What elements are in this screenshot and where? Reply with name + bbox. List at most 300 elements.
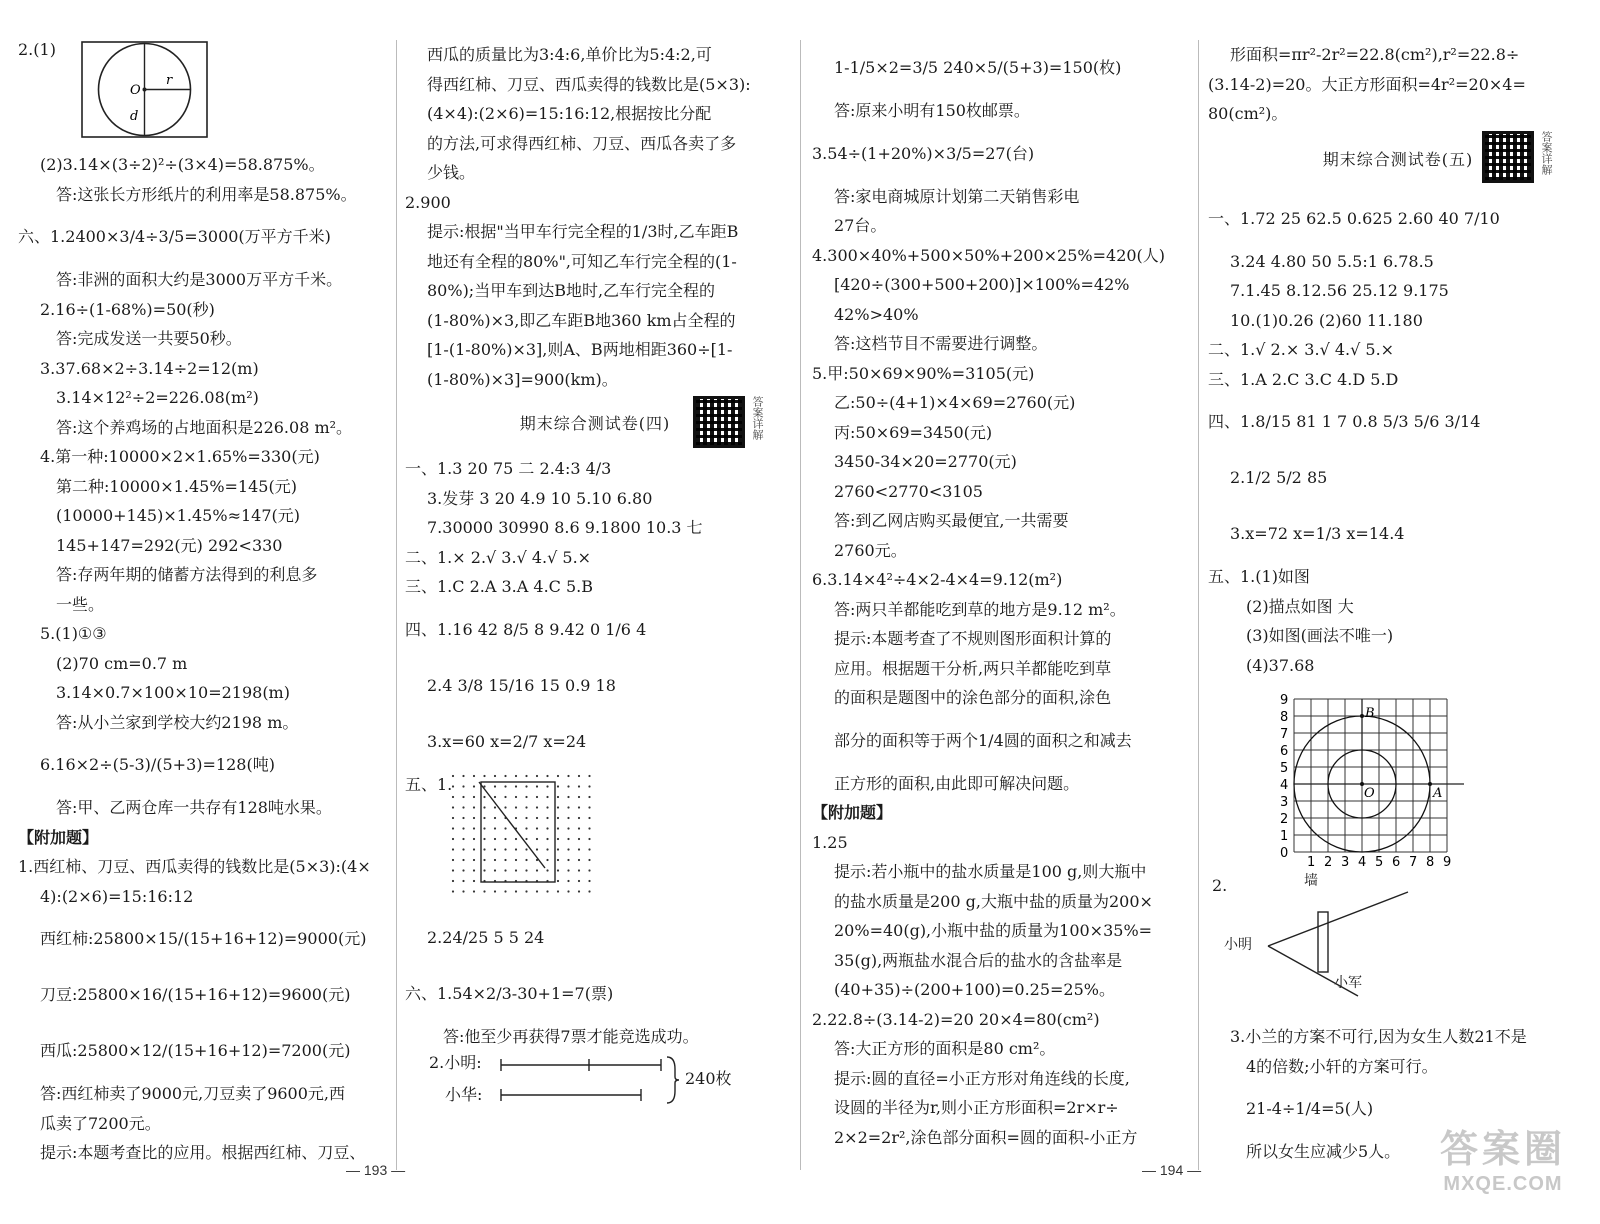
c3-line: 35(g),两瓶盐水混合后的盐水的含盐率是	[834, 950, 1123, 970]
grid-dot	[557, 795, 559, 797]
grid-dot	[515, 806, 517, 808]
c3-line: 答:这档节目不需要进行调整。	[834, 334, 1048, 353]
c4-line: 3.x=72 x=1/3 x=14.4	[1230, 524, 1405, 543]
grid-dot	[462, 869, 464, 871]
grid-dot	[557, 848, 559, 850]
grid-dot	[588, 816, 590, 818]
section-title: 期末综合测试卷(五)	[1322, 149, 1474, 169]
grid-dot	[483, 837, 485, 839]
grid-dot	[452, 816, 454, 818]
c3-line: 42%>40%	[834, 304, 919, 324]
grid-dot	[578, 785, 580, 787]
grid-dot	[536, 795, 538, 797]
grid-dot	[473, 890, 475, 892]
grid-dot	[567, 890, 569, 892]
y-tick-label: 8	[1280, 710, 1289, 725]
grid-dot	[567, 879, 569, 881]
y-tick-label: 1	[1280, 829, 1289, 844]
c2-line: [1-(1-80%)×3],则A、B两地相距360÷[1-	[427, 340, 733, 359]
c2-line: (1-80%)×3,即乙车距B地360 km占全程的	[427, 310, 736, 330]
watermark-line1: 答案圈	[1439, 1129, 1566, 1171]
grid-dot	[567, 785, 569, 787]
coordinate-grid-figure	[1268, 682, 1488, 872]
c1-line: 1.西红柿、刀豆、西瓜卖得的钱数比是(5×3):(4×	[18, 857, 371, 876]
grid-dot	[536, 869, 538, 871]
xiaohua-label: 小华:	[445, 1085, 483, 1104]
c3-line: (40+35)÷(200+100)=0.25=25%。	[834, 980, 1115, 999]
grid-dot	[557, 858, 559, 860]
c4-line: 五、1.(1)如图	[1208, 567, 1310, 586]
qr-code	[1482, 131, 1534, 183]
c1-line: 4):(2×6)=15:16:12	[40, 886, 194, 906]
grid-dot	[525, 806, 527, 808]
grid-dot	[525, 785, 527, 787]
y-tick-label: 3	[1280, 795, 1289, 810]
grid-dot	[588, 806, 590, 808]
grid-dot	[557, 879, 559, 881]
grid-dot	[473, 869, 475, 871]
grid-dot	[578, 858, 580, 860]
c3-line: 答:原来小明有150枚邮票。	[834, 101, 1030, 120]
xiaoming-label: 2.小明:	[429, 1053, 482, 1072]
grid-dot	[567, 827, 569, 829]
grid-dot	[557, 785, 559, 787]
grid-dot	[578, 816, 580, 818]
grid-dot	[462, 827, 464, 829]
grid-dot	[578, 890, 580, 892]
grid-dot	[494, 837, 496, 839]
y-tick-label: 5	[1280, 761, 1289, 776]
grid-dot	[546, 869, 548, 871]
grid-dot	[536, 774, 538, 776]
grid-dot	[462, 848, 464, 850]
c4-line: (2)描点如图 大	[1246, 596, 1354, 616]
c1-line: 6.16×2÷(5-3)/(5+3)=128(吨)	[40, 755, 275, 774]
total-label: 240枚	[685, 1069, 732, 1088]
grid-dot	[557, 890, 559, 892]
grid-dot	[452, 848, 454, 850]
c3-line: 4.300×40%+500×50%+200×25%=420(人)	[812, 245, 1166, 265]
grid-dot	[515, 837, 517, 839]
column-3	[812, 40, 1192, 1152]
c2-line: 2.24/25 5 5 24	[427, 927, 545, 947]
grid-dot	[546, 890, 548, 892]
circle-in-rectangle-figure	[80, 40, 230, 144]
c4-line: 三、1.A 2.C 3.C 4.D 5.D	[1208, 369, 1399, 389]
c2-line: 六、1.54×2/3-30+1=7(票)	[405, 983, 614, 1003]
y-tick-label: 7	[1280, 727, 1289, 742]
grid-dot	[504, 837, 506, 839]
c3-line: 1-1/5×2=3/5 240×5/(5+3)=150(枚)	[834, 58, 1122, 77]
c3-line: 6.3.14×4²÷4×2-4×4=9.12(m²)	[812, 570, 1063, 589]
c1-line: 145+147=292(元) 292<330	[56, 535, 283, 555]
grid-dot	[546, 816, 548, 818]
grid-dot	[473, 848, 475, 850]
grid-dot	[536, 827, 538, 829]
grid-dot	[483, 774, 485, 776]
c2-line: 3.x=60 x=2/7 x=24	[427, 731, 587, 751]
grid-dot	[578, 848, 580, 850]
grid-dot	[578, 827, 580, 829]
c1-line: 第二种:10000×1.45%=145(元)	[56, 476, 297, 496]
grid-dot	[588, 879, 590, 881]
c4-line: 一、1.72 25 62.5 0.625 2.60 40 7/10	[1208, 208, 1500, 228]
grid-dot	[483, 848, 485, 850]
grid-dot	[473, 858, 475, 860]
grid-dot	[473, 795, 475, 797]
grid-dot	[515, 890, 517, 892]
grid-dot	[546, 848, 548, 850]
point-b	[1360, 714, 1364, 718]
c3-line: 答:家电商城原计划第二天销售彩电	[834, 186, 1080, 206]
grid-dot	[504, 858, 506, 860]
grid-dot	[578, 837, 580, 839]
grid-dot	[452, 858, 454, 860]
c4-line: 所以女生应减少5人。	[1246, 1142, 1401, 1161]
c3-line: 设圆的半径为r,则小正方形面积=2r×r÷	[834, 1098, 1119, 1117]
c4-line: 7.1.45 8.12.56 25.12 9.175	[1230, 281, 1449, 300]
grid-dot	[462, 785, 464, 787]
c3-line: 提示:圆的直径=小正方形对角连线的长度,	[834, 1068, 1130, 1088]
grid-dot	[546, 806, 548, 808]
c1-line: (2)3.14×(3÷2)²÷(3×4)=58.875%。	[40, 155, 325, 174]
grid-dot	[504, 848, 506, 850]
grid-dot	[525, 795, 527, 797]
c3-line: 部分的面积等于两个1/4圆的面积之和减去	[834, 730, 1132, 750]
grid-dot	[462, 795, 464, 797]
c1-line: 瓜卖了7200元。	[40, 1113, 161, 1133]
grid-dot	[494, 890, 496, 892]
grid-dot	[483, 858, 485, 860]
qr-code	[693, 396, 745, 448]
y-tick-label: 4	[1280, 778, 1289, 793]
c2-line: 的方法,可求得西红柿、刀豆、西瓜各卖了多	[427, 133, 737, 153]
c2-line: 西瓜的质量比为3:4:6,单价比为5:4:2,可	[427, 45, 712, 64]
grid-dot	[525, 827, 527, 829]
grid-dot	[546, 827, 548, 829]
grid-dot	[588, 890, 590, 892]
grid-dot	[504, 785, 506, 787]
column-divider	[1198, 40, 1199, 1170]
c2-line: 四、1.16 42 8/5 8 9.42 0 1/6 4	[405, 619, 647, 639]
grid-dot	[504, 890, 506, 892]
label-a: A	[1433, 786, 1443, 801]
grid-dot	[525, 816, 527, 818]
watermark	[1440, 1118, 1566, 1196]
c3-line: 丙:50×69=3450(元)	[834, 422, 993, 442]
xiaojun-label: 小军	[1334, 975, 1362, 991]
wall-label: 墙	[1304, 873, 1318, 889]
c3-line: 2×2=2r²,涂色部分面积=圆的面积-小正方	[834, 1127, 1138, 1147]
c3-line: 27台。	[834, 216, 887, 235]
xiaoming-label: 小明	[1224, 937, 1252, 953]
c3-line: [420÷(300+500+200)]×100%=42%	[834, 275, 1130, 294]
grid-dot	[504, 869, 506, 871]
c1-line: 2.(1)	[18, 40, 56, 59]
grid-dot	[588, 785, 590, 787]
circle-center-label: O	[130, 83, 141, 98]
grid-dot	[473, 774, 475, 776]
label-b: B	[1365, 706, 1375, 721]
column-divider	[396, 40, 397, 1170]
grid-dot	[504, 806, 506, 808]
grid-dot	[462, 879, 464, 881]
c3-line: 3.54÷(1+20%)×3/5=27(台)	[812, 143, 1035, 163]
c1-line: 3.37.68×2÷3.14÷2=12(m)	[40, 358, 259, 378]
grid-dot	[567, 837, 569, 839]
point-a	[1428, 782, 1432, 786]
c4-line: 10.(1)0.26 (2)60 11.180	[1230, 310, 1423, 330]
c3-line: 乙:50÷(4+1)×4×69=2760(元)	[834, 393, 1076, 412]
c1-line: 答:从小兰家到学校大约2198 m。	[56, 712, 299, 732]
dot-grid-figure	[449, 772, 599, 902]
grid-dot	[525, 848, 527, 850]
c1-line: 3.14×0.7×100×10=2198(m)	[56, 683, 290, 702]
grid-dot	[515, 869, 517, 871]
grid-dot	[588, 774, 590, 776]
c3-line: 20%=40(g),小瓶中盐的质量为100×35%=	[834, 921, 1153, 940]
grid-dot	[504, 827, 506, 829]
x-tick-label: 8	[1426, 855, 1435, 870]
grid-dot	[452, 806, 454, 808]
grid-dot	[452, 774, 454, 776]
grid-dot	[525, 837, 527, 839]
watermark-line2: MXQE.COM	[1443, 1173, 1563, 1195]
grid-dot	[504, 774, 506, 776]
grid-dot	[536, 806, 538, 808]
grid-dot	[462, 816, 464, 818]
grid-dot	[452, 869, 454, 871]
c4-line: 21-4÷1/4=5(人)	[1246, 1099, 1374, 1118]
c1-line: (10000+145)×1.45%≈147(元)	[56, 506, 300, 525]
c1-line: 六、1.2400×3/4÷3/5=3000(万平方千米)	[18, 227, 331, 246]
qr-label: 答案详解	[1540, 130, 1553, 175]
c3-line: 2.22.8÷(3.14-2)=20 20×4=80(cm²)	[812, 1009, 1100, 1029]
grid-dot	[525, 858, 527, 860]
grid-dot	[588, 858, 590, 860]
grid-dot	[462, 806, 464, 808]
grid-dot	[546, 837, 548, 839]
c4-line: 2.1/2 5/2 85	[1230, 468, 1328, 487]
grid-dot	[452, 785, 454, 787]
grid-dot	[578, 869, 580, 871]
grid-dot	[462, 774, 464, 776]
column-divider	[800, 40, 801, 1170]
y-tick-label: 2	[1280, 812, 1289, 827]
grid-dot	[462, 890, 464, 892]
page-number-right: — 194 —	[1142, 1162, 1202, 1178]
grid-dot	[494, 848, 496, 850]
grid-dot	[588, 869, 590, 871]
c3-line: 2760<2770<3105	[834, 481, 983, 501]
grid-dot	[452, 890, 454, 892]
c3-line: 应用。根据题干分析,两只羊都能吃到草	[834, 658, 1112, 678]
grid-dot	[494, 858, 496, 860]
diameter-label: d	[130, 109, 139, 124]
x-tick-label: 7	[1409, 855, 1418, 870]
radius-label: r	[166, 73, 173, 88]
grid-dot	[588, 837, 590, 839]
grid-dot	[483, 795, 485, 797]
x-tick-label: 6	[1392, 855, 1401, 870]
grid-dot	[525, 890, 527, 892]
c2-line: 2.4 3/8 15/16 15 0.9 18	[427, 675, 616, 695]
grid-dot	[546, 795, 548, 797]
grid-dot	[588, 827, 590, 829]
grid-dot	[473, 837, 475, 839]
grid-dot	[546, 785, 548, 787]
grid-dot	[452, 879, 454, 881]
c2-line: 2.900	[405, 192, 451, 212]
x-tick-label: 3	[1341, 855, 1350, 870]
c1-line: (2)70 cm=0.7 m	[56, 653, 188, 673]
c2-line: 五、1.	[405, 774, 453, 794]
grid-dot	[473, 806, 475, 808]
grid-dot	[567, 795, 569, 797]
c1-line: 4.第一种:10000×2×1.65%=330(元)	[40, 447, 320, 466]
grid-dot	[494, 816, 496, 818]
c2-line: 三、1.C 2.A 3.A 4.C 5.B	[405, 577, 594, 596]
c1-line: 答:甲、乙两仓库一共存有128吨水果。	[56, 798, 332, 817]
x-tick-label: 4	[1358, 855, 1367, 870]
c1-line: 答:完成发送一共要50秒。	[56, 329, 242, 348]
grid-dot	[462, 837, 464, 839]
grid-dot	[473, 816, 475, 818]
c3-line: 1.25	[812, 832, 848, 852]
c4-line: (4)37.68	[1246, 655, 1315, 675]
x-tick-label: 2	[1324, 855, 1333, 870]
grid-dot	[462, 858, 464, 860]
grid-dot	[525, 869, 527, 871]
bonus-heading: 【附加题】	[812, 803, 893, 822]
c4-line: 4的倍数;小轩的方案可行。	[1246, 1056, 1438, 1076]
c1-line: 答:这个养鸡场的占地面积是226.08 m²。	[56, 417, 353, 437]
grid-dot	[557, 837, 559, 839]
c3-line: 2760元。	[834, 540, 907, 560]
grid-dot	[557, 869, 559, 871]
c4-line: 二、1.√ 2.× 3.√ 4.√ 5.×	[1208, 340, 1395, 359]
c4-line: 80(cm²)。	[1208, 104, 1288, 123]
grid-dot	[557, 806, 559, 808]
grid-dot	[567, 858, 569, 860]
label-o: O	[1364, 786, 1375, 801]
x-tick-label: 1	[1307, 855, 1316, 870]
grid-dot	[546, 774, 548, 776]
grid-dot	[567, 806, 569, 808]
c2-line: 少钱。	[427, 163, 476, 182]
c4-line: 形面积=πr²-2r²=22.8(cm²),r²=22.8÷	[1230, 45, 1520, 64]
grid-dot	[525, 774, 527, 776]
c1-line: 2.16÷(1-68%)=50(秒)	[40, 299, 215, 319]
grid-dot	[473, 827, 475, 829]
c3-line: 提示:若小瓶中的盐水质量是100 g,则大瓶中	[834, 862, 1147, 881]
grid-dot	[578, 806, 580, 808]
grid-dot	[494, 795, 496, 797]
c3-line: 的面积是题图中的涂色部分的面积,涂色	[834, 688, 1112, 707]
grid-dot	[546, 858, 548, 860]
c2-line: 提示:根据"当甲车行完全程的1/3时,乙车距B	[427, 222, 739, 241]
c3-line: 答:到乙网店购买最便宜,一共需要	[834, 511, 1069, 530]
grid-dot	[557, 774, 559, 776]
page-number-left: — 193 —	[346, 1162, 406, 1178]
c4-line: 四、1.8/15 81 1 7 0.8 5/3 5/6 3/14	[1208, 412, 1481, 431]
c3-line: 5.甲:50×69×90%=3105(元)	[812, 363, 1035, 383]
grid-dot	[515, 858, 517, 860]
bonus-heading: 【附加题】	[18, 827, 99, 847]
c3-line: 答:大正方形的面积是80 cm²。	[834, 1039, 1056, 1058]
grid-dot	[557, 816, 559, 818]
dot-grid	[452, 774, 591, 892]
grid-dot	[515, 774, 517, 776]
grid-dot	[483, 890, 485, 892]
grid-dot	[452, 837, 454, 839]
grid-dot	[578, 774, 580, 776]
c4-line: 3.小兰的方案不可行,因为女生人数21不是	[1230, 1027, 1527, 1046]
c2-line: 得西红柿、刀豆、西瓜卖得的钱数比是(5×3):	[427, 74, 751, 94]
c2-line: 80%);当甲车到达B地时,乙车行完全程的	[427, 281, 716, 300]
y-tick-label: 6	[1280, 744, 1289, 759]
grid-dot	[536, 837, 538, 839]
c3-line: 提示:本题考查了不规则图形面积计算的	[834, 629, 1112, 648]
grid-dot	[515, 816, 517, 818]
y-tick-label: 9	[1280, 693, 1289, 708]
c1-line: 一些。	[56, 594, 105, 614]
grid-dot	[473, 785, 475, 787]
grid-dot	[452, 795, 454, 797]
grid-dot	[473, 879, 475, 881]
grid-dot	[494, 869, 496, 871]
grid-dot	[588, 795, 590, 797]
c1-line: 3.14×12²÷2=226.08(m²)	[56, 388, 259, 407]
c2-line: (1-80%)×3]=900(km)。	[427, 369, 618, 389]
grid-dot	[515, 795, 517, 797]
c1-line: 西瓜:25800×12/(15+16+12)=7200(元)	[40, 1041, 351, 1060]
c2-line: 3.发芽 3 20 4.9 10 5.10 6.80	[427, 488, 653, 508]
c1-line: 答:非洲的面积大约是3000万平方千米。	[56, 270, 343, 289]
grid-dot	[494, 785, 496, 787]
grid-dot	[567, 774, 569, 776]
c3-line: 答:两只羊都能吃到草的地方是9.12 m²。	[834, 599, 1126, 619]
c2-line: 答:他至少再获得7票才能竞选成功。	[443, 1026, 699, 1046]
grid-dot	[494, 774, 496, 776]
c1-line: 答:这张长方形纸片的利用率是58.875%。	[56, 184, 357, 204]
c3-line: 的盐水质量是200 g,大瓶中盐的质量为200×	[834, 891, 1153, 911]
x-tick-label: 9	[1443, 855, 1452, 870]
grid-dot	[504, 795, 506, 797]
x-tick-label: 5	[1375, 855, 1384, 870]
grid-dot	[483, 827, 485, 829]
c1-line: 西红柿:25800×15/(15+16+12)=9000(元)	[40, 929, 367, 948]
grid-dot	[557, 827, 559, 829]
c2-line: 7.30000 30990 8.6 9.1800 10.3 七	[427, 518, 703, 537]
grid-dot	[515, 848, 517, 850]
grid-dot	[567, 869, 569, 871]
grid-dot	[536, 890, 538, 892]
column-4	[1208, 40, 1588, 1167]
c2-line: 地还有全程的80%",可知乙车行完全程的(1-	[427, 251, 737, 271]
grid-dot	[452, 827, 454, 829]
grid-dot	[578, 795, 580, 797]
grid-dot	[588, 848, 590, 850]
c4-line: 2.	[1212, 876, 1228, 895]
c2-line: 二、1.× 2.√ 3.√ 4.√ 5.×	[405, 547, 592, 567]
c1-line: 5.(1)①③	[40, 624, 107, 643]
c1-line: 提示:本题考查比的应用。根据西红柿、刀豆、	[40, 1143, 366, 1162]
c1-line: 答:存两年期的储蓄方法得到的利息多	[56, 565, 318, 584]
c1-line: 答:西红柿卖了9000元,刀豆卖了9600元,西	[40, 1084, 346, 1103]
section-title: 期末综合测试卷(四)	[519, 414, 671, 433]
grid-dot	[578, 879, 580, 881]
